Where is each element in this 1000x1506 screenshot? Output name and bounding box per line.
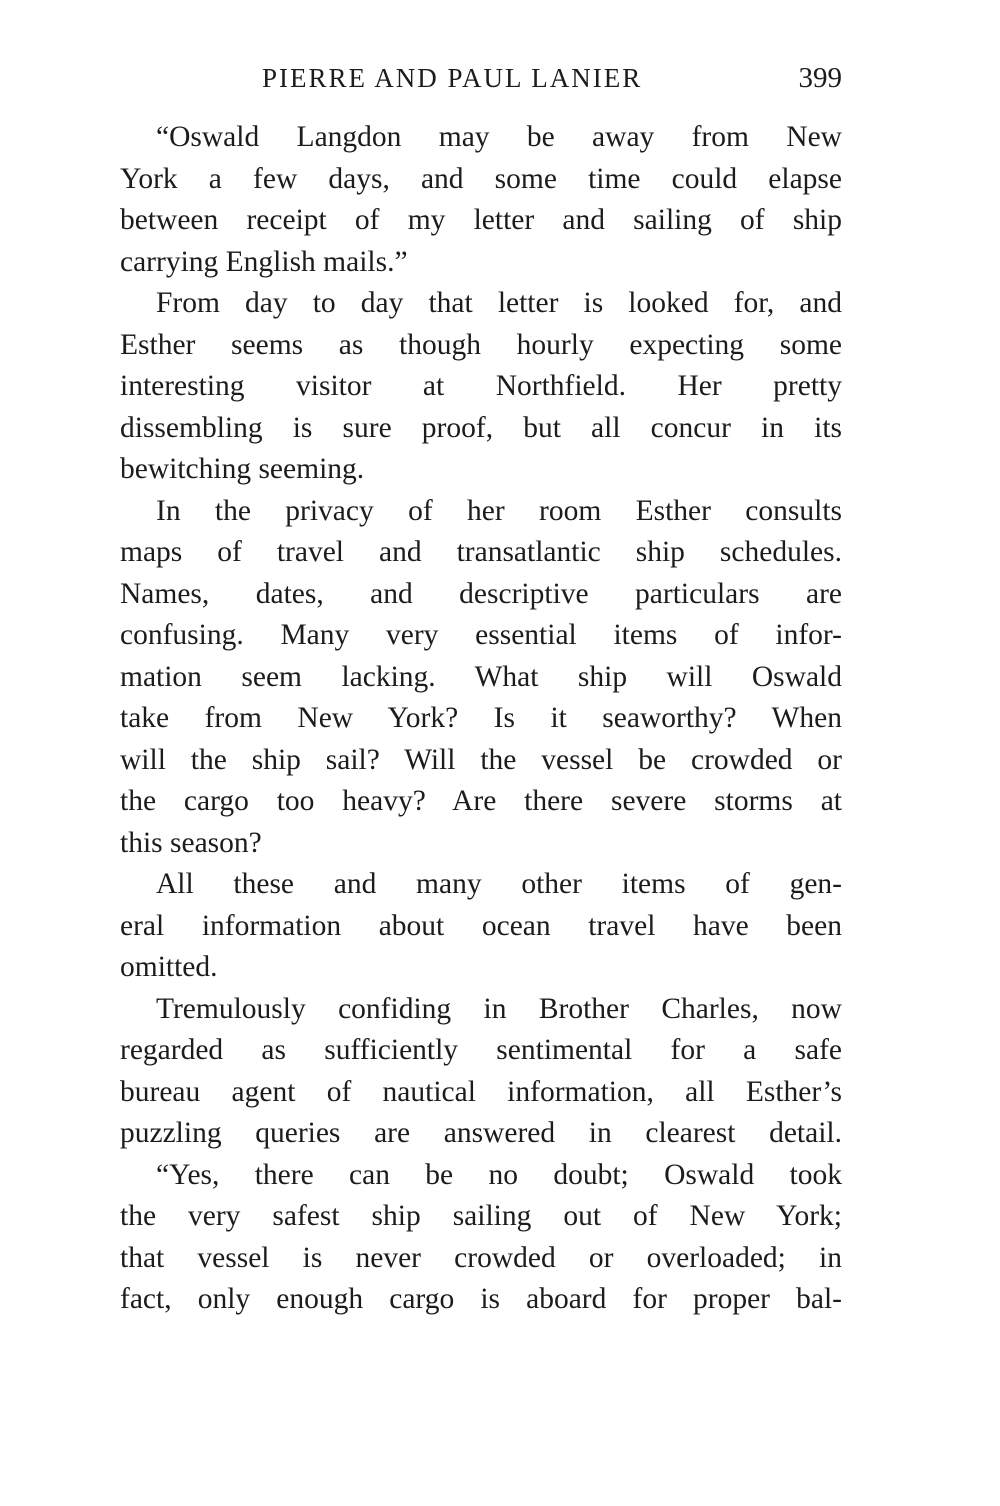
text-line: fact, only enough cargo is aboard for proper bal- bbox=[120, 1283, 842, 1315]
text-line: Tremulously confiding in Brother Charles, now bbox=[156, 992, 842, 1025]
text-line: mation seem lacking. What ship will Oswald bbox=[120, 660, 842, 693]
running-title: PIERRE AND PAUL LANIER bbox=[262, 63, 643, 93]
text-line: maps of travel and transatlantic ship schedules. bbox=[120, 536, 842, 568]
text-line: regarded as sufficiently sentimental for a safe bbox=[120, 1034, 842, 1066]
text-line: between receipt of my letter and sailing of ship bbox=[120, 204, 842, 236]
text-line: “Yes, there can be no doubt; Oswald took bbox=[156, 1158, 842, 1191]
text-line: carrying English mails.” bbox=[120, 245, 408, 278]
text-line: All these and many other items of gen- bbox=[156, 868, 842, 900]
text-line: will the ship sail? Will the vessel be crowded or bbox=[120, 743, 842, 776]
text-line: Names, dates, and descriptive particulars are bbox=[120, 577, 842, 610]
text-line: From day to day that letter is looked for, and bbox=[156, 287, 842, 319]
body-text bbox=[120, 117, 842, 1321]
text-line: take from New York? Is it seaworthy? When bbox=[120, 702, 842, 734]
text-line: York a few days, and some time could elapse bbox=[120, 162, 842, 195]
running-header bbox=[120, 58, 842, 98]
text-line: eral information about ocean travel have been bbox=[120, 909, 842, 942]
text-line: interesting visitor at Northfield. Her pretty bbox=[120, 370, 842, 402]
text-line: “Oswald Langdon may be away from New bbox=[156, 121, 842, 153]
page-number: 399 bbox=[798, 62, 842, 94]
text-line: bureau agent of nautical information, all Esther’s bbox=[120, 1075, 842, 1108]
text-line: this season? bbox=[120, 826, 262, 859]
text-line: that vessel is never crowded or overloaded; in bbox=[120, 1241, 842, 1274]
text-line: dissembling is sure proof, but all concur in its bbox=[120, 411, 842, 444]
text-line: confusing. Many very essential items of infor- bbox=[120, 619, 842, 651]
text-line: the very safest ship sailing out of New York; bbox=[120, 1200, 842, 1232]
text-line: In the privacy of her room Esther consults bbox=[156, 494, 842, 527]
text-line: omitted. bbox=[120, 951, 218, 983]
text-line: puzzling queries are answered in clearest detail. bbox=[120, 1117, 842, 1149]
text-line: Esther seems as though hourly expecting some bbox=[120, 328, 842, 361]
text-line: bewitching seeming. bbox=[120, 453, 365, 485]
text-line: the cargo too heavy? Are there severe storms at bbox=[120, 785, 842, 817]
